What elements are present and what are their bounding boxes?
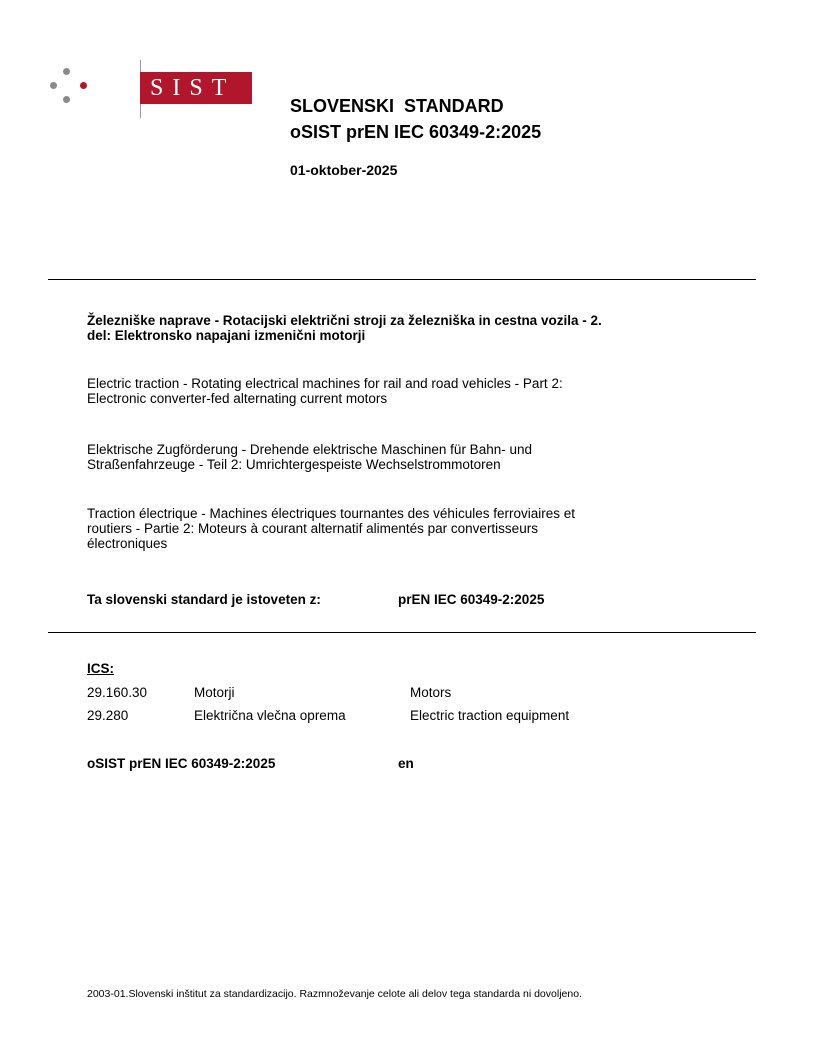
ics-row xyxy=(87,708,727,725)
title-line: del: Elektronsko napajani izmenični motorji xyxy=(87,328,366,343)
divider-top xyxy=(48,279,756,280)
logo-dot xyxy=(50,82,57,89)
logo-dot xyxy=(63,68,70,75)
title-line: électroniques xyxy=(87,536,168,551)
title-english xyxy=(87,376,727,406)
document-code: oSIST prEN IEC 60349-2:2025 xyxy=(87,756,276,771)
document-language: en xyxy=(398,756,414,771)
ics-slovenian: Motorji xyxy=(194,685,235,700)
standard-date: 01-oktober-2025 xyxy=(290,162,398,178)
ics-code: 29.280 xyxy=(87,708,129,723)
identical-label: Ta slovenski standard je istoveten z: xyxy=(87,592,321,607)
sist-logo xyxy=(48,60,236,120)
title-line: Železniške naprave - Rotacijski električni stroji za železniška in cestna vozila - 2. xyxy=(87,313,602,328)
copyright-notice: 2003-01.Slovenski inštitut za standardizacijo. Razmnoževanje celote ali delov tega standarda ni dovoljeno. xyxy=(87,988,582,1000)
ics-slovenian: Električna vlečna oprema xyxy=(194,708,346,723)
standard-code: oSIST prEN IEC 60349-2:2025 xyxy=(290,122,542,142)
standard-title: SLOVENSKI STANDARD xyxy=(290,96,504,116)
title-line: Electronic converter-fed alternating current motors xyxy=(87,391,388,406)
ics-english: Motors xyxy=(410,685,452,700)
title-line: routiers - Partie 2: Moteurs à courant alternatif alimentés par convertisseurs xyxy=(87,521,538,536)
title-line: Electric traction - Rotating electrical machines for rail and road vehicles - Part 2: xyxy=(87,376,563,391)
logo-dot xyxy=(63,96,70,103)
title-line: Elektrische Zugförderung - Drehende elektrische Maschinen für Bahn- und xyxy=(87,442,532,457)
ics-row xyxy=(87,685,727,702)
title-german xyxy=(87,442,727,472)
title-line: Traction électrique - Machines électriques tournantes des véhicules ferroviaires et xyxy=(87,506,575,521)
ics-code: 29.160.30 xyxy=(87,685,148,700)
ics-label: ICS: xyxy=(87,661,114,676)
logo-wordmark: SIST xyxy=(140,72,252,104)
divider-bottom xyxy=(48,632,756,633)
title-slovenian xyxy=(87,313,727,343)
identical-value: prEN IEC 60349-2:2025 xyxy=(398,592,545,607)
title-french xyxy=(87,506,727,551)
logo-dot xyxy=(80,82,87,89)
ics-english: Electric traction equipment xyxy=(410,708,570,723)
title-line: Straßenfahrzeuge - Teil 2: Umrichtergespeiste Wechselstrommotoren xyxy=(87,457,501,472)
